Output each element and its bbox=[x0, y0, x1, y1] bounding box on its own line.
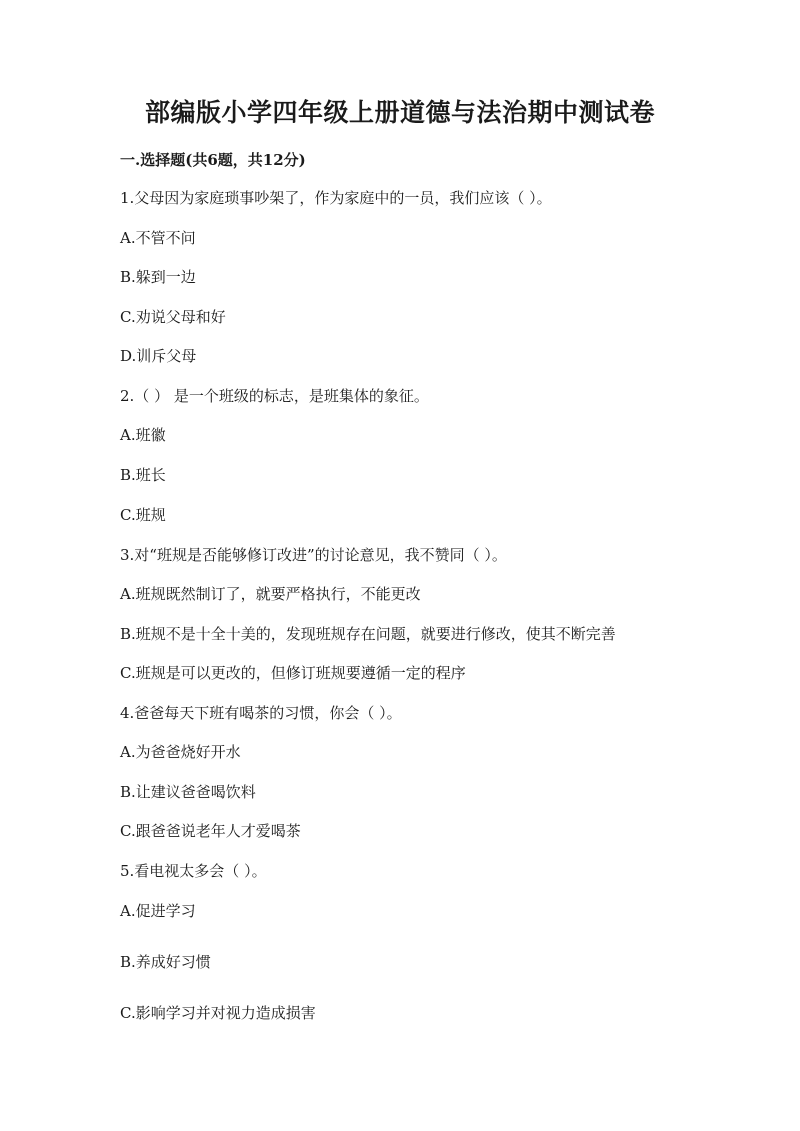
question-1-option-a: A.不管不问 bbox=[120, 229, 196, 247]
question-5-option-b: B.养成好习惯 bbox=[120, 953, 211, 971]
question-1-option-c: C.劝说父母和好 bbox=[120, 308, 226, 326]
question-2-option-b: B.班长 bbox=[120, 466, 166, 484]
question-5-option-a: A.促进学习 bbox=[120, 902, 196, 920]
question-2-option-c: C.班规 bbox=[120, 506, 166, 524]
question-3-stem: 3.对“班规是否能够修订改进”的讨论意见，我不赞同（ ）。 bbox=[120, 546, 507, 564]
question-1-option-d: D.训斥父母 bbox=[120, 347, 197, 365]
question-2-stem: 2.（ ） 是一个班级的标志，是班集体的象征。 bbox=[120, 387, 429, 405]
question-3-option-b: B.班规不是十全十美的，发现班规存在问题，就要进行修改，使其不断完善 bbox=[120, 625, 616, 643]
question-4-stem: 4.爸爸每天下班有喝茶的习惯，你会（ ）。 bbox=[120, 704, 402, 722]
question-2-option-a: A.班徽 bbox=[120, 426, 166, 444]
question-4-option-c: C.跟爸爸说老年人才爱喝茶 bbox=[120, 822, 301, 840]
section-heading: 一.选择题(共6题，共12分) bbox=[120, 151, 306, 169]
question-1-option-b: B.躲到一边 bbox=[120, 268, 196, 286]
question-1-stem: 1.父母因为家庭琐事吵架了，作为家庭中的一员，我们应该（ ）。 bbox=[120, 189, 552, 207]
question-4-option-b: B.让建议爸爸喝饮料 bbox=[120, 783, 256, 801]
question-5-option-c: C.影响学习并对视力造成损害 bbox=[120, 1004, 316, 1022]
question-5-stem: 5.看电视太多会（ ）。 bbox=[120, 862, 267, 880]
question-4-option-a: A.为爸爸烧好开水 bbox=[120, 743, 241, 761]
question-3-option-c: C.班规是可以更改的，但修订班规要遵循一定的程序 bbox=[120, 664, 466, 682]
page-title: 部编版小学四年级上册道德与法治期中测试卷 bbox=[144, 98, 655, 127]
question-3-option-a: A.班规既然制订了，就要严格执行，不能更改 bbox=[120, 585, 421, 603]
